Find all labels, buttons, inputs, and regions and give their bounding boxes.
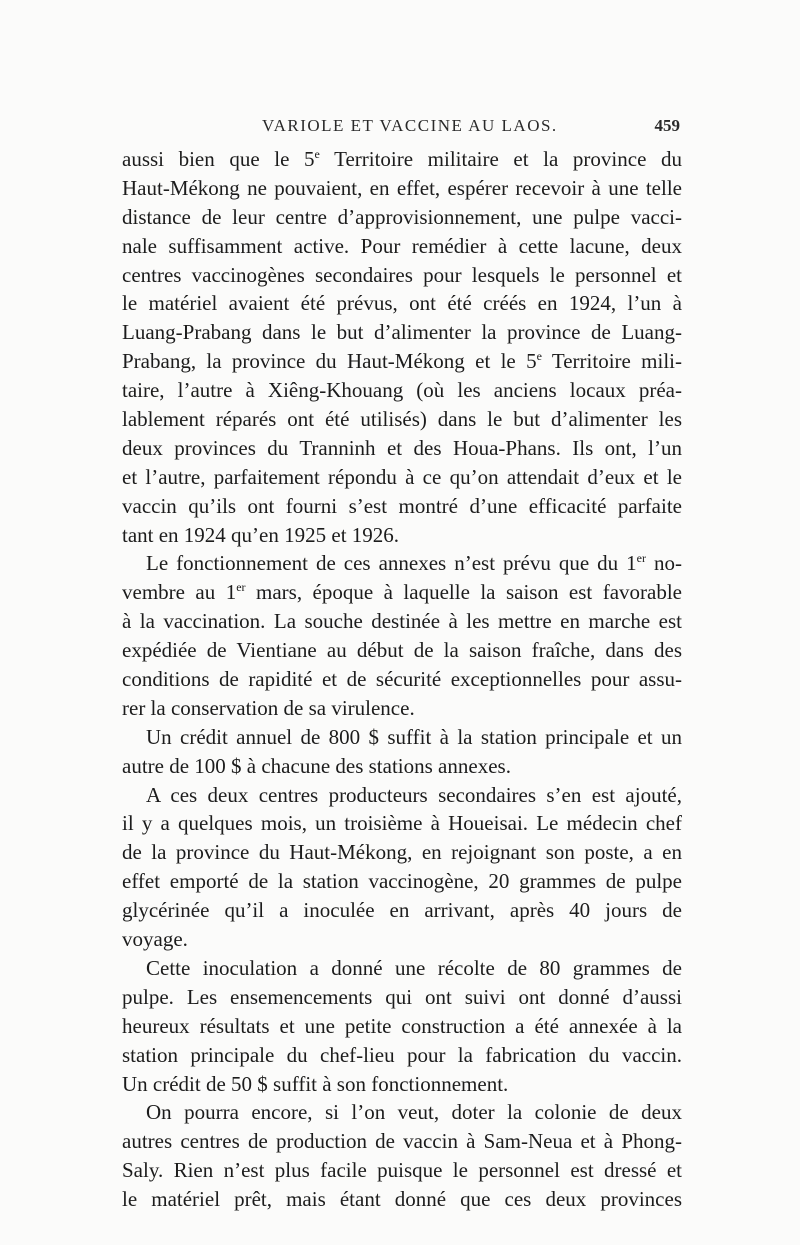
line-text: nale suffisamment active. Pour remédier à cette lacune, deux <box>122 233 682 258</box>
text-line <box>122 232 682 261</box>
text-line <box>122 463 682 492</box>
line-text: le matériel avaient été prévus, ont été créés en 1924, l’un à <box>122 291 682 316</box>
line-text: Un crédit de 50 $ suffit à son fonctionnement. <box>122 1071 509 1096</box>
text-line <box>122 752 682 781</box>
text-line <box>122 867 682 896</box>
text-line <box>122 347 682 376</box>
text-line <box>122 1012 682 1041</box>
text-line <box>122 636 682 665</box>
line-text: aussi bien que le 5 <box>122 147 315 171</box>
body-text <box>122 145 682 1214</box>
text-line <box>122 261 682 290</box>
line-text: centres vaccinogènes secondaires pour lesquels le personnel et <box>122 262 682 287</box>
line-text: Prabang, la province du Haut-Mékong et le 5 <box>122 349 537 374</box>
text-line <box>122 1070 682 1099</box>
text-line <box>122 174 682 203</box>
line-text: Un crédit annuel de 800 $ suffit à la station principale et un <box>146 724 682 749</box>
text-line <box>122 809 682 838</box>
line-text: lablement réparés ont été utilisés) dans le but d’alimenter les <box>122 407 682 432</box>
line-text: taire, l’autre à Xiêng-Khouang (où les anciens locaux préa- <box>122 378 682 403</box>
text-line <box>122 1185 682 1214</box>
text-line <box>122 318 682 347</box>
line-text: deux provinces du Tranninh et des Houa-Phans. Ils ont, l’un <box>122 435 682 460</box>
text-line <box>122 289 682 318</box>
text-line <box>122 492 682 521</box>
text-line <box>122 781 682 810</box>
line-text-rest: Territoire militaire et la province du <box>319 147 682 171</box>
line-text: autre de 100 $ à chacune des stations annexes. <box>122 753 511 778</box>
line-text: On pourra encore, si l’on veut, doter la colonie de deux <box>146 1100 682 1125</box>
text-line <box>122 983 682 1012</box>
page-number: 459 <box>654 116 680 135</box>
text-line <box>122 145 682 174</box>
line-text: glycérinée qu’il a inoculée en arrivant, après 40 jours de <box>122 898 682 923</box>
line-text-rest: Territoire mili- <box>541 349 682 374</box>
text-line <box>122 838 682 867</box>
text-line <box>122 203 682 232</box>
line-text: distance de leur centre d’approvisionnement, une pulpe vacci- <box>122 204 682 229</box>
line-text: autres centres de production de vaccin à Sam-Neua et à Phong- <box>122 1129 682 1154</box>
text-line <box>122 723 682 752</box>
text-line <box>122 1041 682 1070</box>
line-text: il y a quelques mois, un troisième à Houeisai. Le médecin chef <box>122 811 682 836</box>
text-line <box>122 521 682 550</box>
text-line <box>122 405 682 434</box>
text-line <box>122 665 682 694</box>
text-line <box>122 1156 682 1185</box>
text-line <box>122 578 682 607</box>
line-text: voyage. <box>122 927 188 952</box>
line-text: Haut-Mékong ne pouvaient, en effet, espérer recevoir à une telle <box>122 175 682 200</box>
text-line <box>122 376 682 405</box>
line-text: A ces deux centres producteurs secondaires s’en est ajouté, <box>146 782 682 807</box>
superscript: er <box>236 580 246 595</box>
running-title: VARIOLE ET VACCINE AU LAOS. <box>262 116 558 135</box>
text-line <box>122 925 682 954</box>
text-line <box>122 896 682 925</box>
line-text: à la vaccination. La souche destinée à les mettre en marche est <box>122 609 682 634</box>
line-text: conditions de rapidité et de sécurité exceptionnelles pour assu- <box>122 667 682 692</box>
superscript: e <box>536 349 542 364</box>
line-text-rest: no- <box>646 551 682 576</box>
line-text: expédiée de Vientiane au début de la saison fraîche, dans des <box>122 638 682 663</box>
line-text: pulpe. Les ensemencements qui ont suivi ont donné d’aussi <box>122 984 682 1009</box>
line-text: tant en 1924 qu’en 1925 et 1926. <box>122 522 400 547</box>
running-head <box>122 116 682 140</box>
text-line <box>122 1098 682 1127</box>
line-text: le matériel prêt, mais étant donné que ces deux provinces <box>122 1187 682 1212</box>
text-line <box>122 694 682 723</box>
line-text: vaccin qu’ils ont fourni s’est montré d’une efficacité parfaite <box>122 493 682 518</box>
line-text: Luang-Prabang dans le but d’alimenter la province de Luang- <box>122 320 682 345</box>
line-text: heureux résultats et une petite construction a été annexée à la <box>122 1013 682 1038</box>
line-text: vembre au 1 <box>122 580 237 605</box>
line-text: rer la conservation de sa virulence. <box>122 695 415 720</box>
text-line <box>122 1127 682 1156</box>
line-text: Le fonctionnement de ces annexes n’est prévu que du 1 <box>146 551 637 576</box>
text-line <box>122 607 682 636</box>
line-text: Cette inoculation a donné une récolte de 80 grammes de <box>146 955 682 980</box>
line-text: effet emporté de la station vaccinogène, 20 grammes de pulpe <box>122 869 682 894</box>
superscript: er <box>636 551 646 566</box>
line-text: station principale du chef-lieu pour la fabrication du vaccin. <box>122 1042 682 1067</box>
text-line <box>122 549 682 578</box>
line-text: de la province du Haut-Mékong, en rejoignant son poste, a en <box>122 840 682 865</box>
line-text: Saly. Rien n’est plus facile puisque le personnel est dressé et <box>122 1158 682 1183</box>
line-text: et l’autre, parfaitement répondu à ce qu’on attendait d’eux et le <box>122 464 682 489</box>
superscript: e <box>314 147 320 161</box>
line-text-rest: mars, époque à laquelle la saison est favorable <box>245 580 682 605</box>
text-line <box>122 434 682 463</box>
text-line <box>122 954 682 983</box>
